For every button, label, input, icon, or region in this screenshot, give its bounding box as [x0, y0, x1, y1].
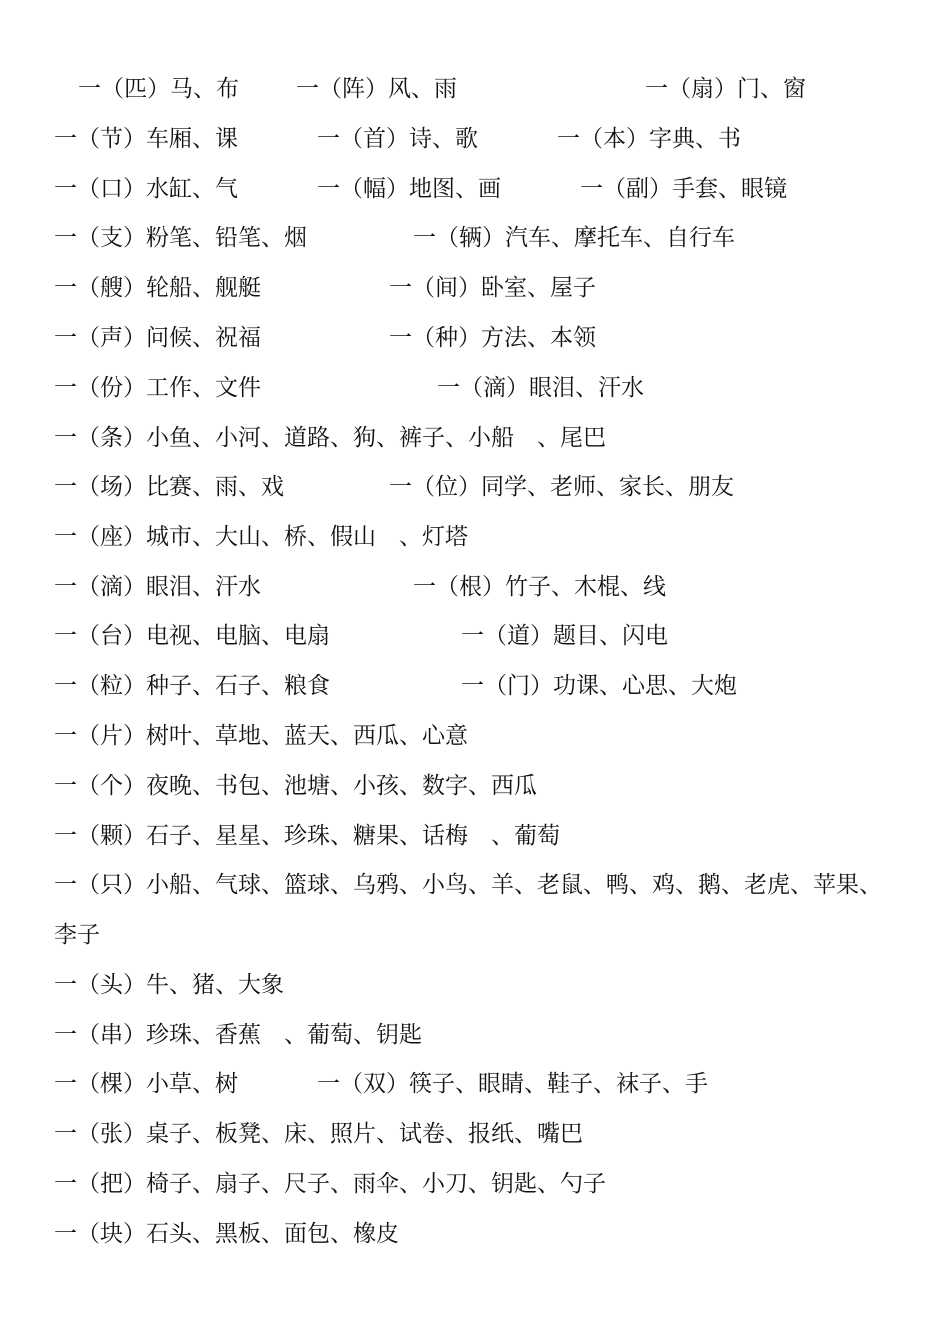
- measure-word-phrase: 一（支）粉笔、铅笔、烟: [54, 225, 307, 251]
- measure-word-phrase: 一（扇）门、窗: [645, 76, 806, 102]
- measure-word-phrase: 一（门）功课、心思、大炮: [461, 673, 737, 699]
- measure-word-phrase: 一（位）同学、老师、家长、朋友: [389, 474, 734, 500]
- measure-word-phrase: 一（串）珍珠、香蕉 、葡萄、钥匙: [54, 1022, 422, 1048]
- measure-word-phrase: 一（把）椅子、扇子、尺子、雨伞、小刀、钥匙、勺子: [54, 1171, 606, 1197]
- measure-word-phrase: 一（节）车厢、课: [54, 126, 238, 152]
- measure-word-phrase: 一（首）诗、歌: [317, 126, 478, 152]
- measure-word-phrase: 一（匹）马、布: [78, 76, 239, 102]
- measure-word-phrase: 一（场）比赛、雨、戏: [54, 474, 284, 500]
- measure-word-phrase: 一（滴）眼泪、汗水: [54, 574, 261, 600]
- measure-word-phrase: 一（颗）石子、星星、珍珠、糖果、话梅 、葡萄: [54, 823, 560, 849]
- measure-word-phrase: 李子: [54, 922, 100, 948]
- measure-word-phrase: 一（本）字典、书: [557, 126, 741, 152]
- measure-word-phrase: 一（辆）汽车、摩托车、自行车: [413, 225, 735, 251]
- measure-word-phrase: 一（个）夜晚、书包、池塘、小孩、数字、西瓜: [54, 773, 537, 799]
- measure-word-phrase: 一（台）电视、电脑、电扇: [54, 623, 330, 649]
- measure-word-phrase: 一（份）工作、文件: [54, 375, 261, 401]
- measure-word-phrase: 一（根）竹子、木棍、线: [413, 574, 666, 600]
- measure-word-phrase: 一（口）水缸、气: [54, 176, 238, 202]
- measure-word-phrase: 一（副）手套、眼镜: [580, 176, 787, 202]
- measure-word-phrase: 一（间）卧室、屋子: [389, 275, 596, 301]
- measure-word-phrase: 一（艘）轮船、舰艇: [54, 275, 261, 301]
- measure-word-phrase: 一（滴）眼泪、汗水: [437, 375, 644, 401]
- measure-word-phrase: 一（片）树叶、草地、蓝天、西瓜、心意: [54, 723, 468, 749]
- measure-word-phrase: 一（幅）地图、画: [317, 176, 501, 202]
- measure-word-phrase: 一（座）城市、大山、桥、假山 、灯塔: [54, 524, 468, 550]
- measure-word-phrase: 一（粒）种子、石子、粮食: [54, 673, 330, 699]
- measure-word-phrase: 一（只）小船、气球、篮球、乌鸦、小鸟、羊、老鼠、鸭、鸡、鹅、老虎、苹果、: [54, 872, 882, 898]
- measure-word-phrase: 一（道）题目、闪电: [461, 623, 668, 649]
- measure-word-phrase: 一（块）石头、黑板、面包、橡皮: [54, 1221, 399, 1247]
- measure-word-phrase: 一（条）小鱼、小河、道路、狗、裤子、小船 、尾巴: [54, 425, 606, 451]
- measure-word-phrase: 一（张）桌子、板凳、床、照片、试卷、报纸、嘴巴: [54, 1121, 583, 1147]
- measure-word-phrase: 一（棵）小草、树: [54, 1071, 238, 1097]
- measure-word-phrase: 一（阵）风、雨: [296, 76, 457, 102]
- measure-word-phrase: 一（声）问候、祝福: [54, 325, 261, 351]
- measure-word-phrase: 一（头）牛、猪、大象: [54, 972, 284, 998]
- measure-word-phrase: 一（种）方法、本领: [389, 325, 596, 351]
- measure-word-phrase: 一（双）筷子、眼睛、鞋子、袜子、手: [317, 1071, 708, 1097]
